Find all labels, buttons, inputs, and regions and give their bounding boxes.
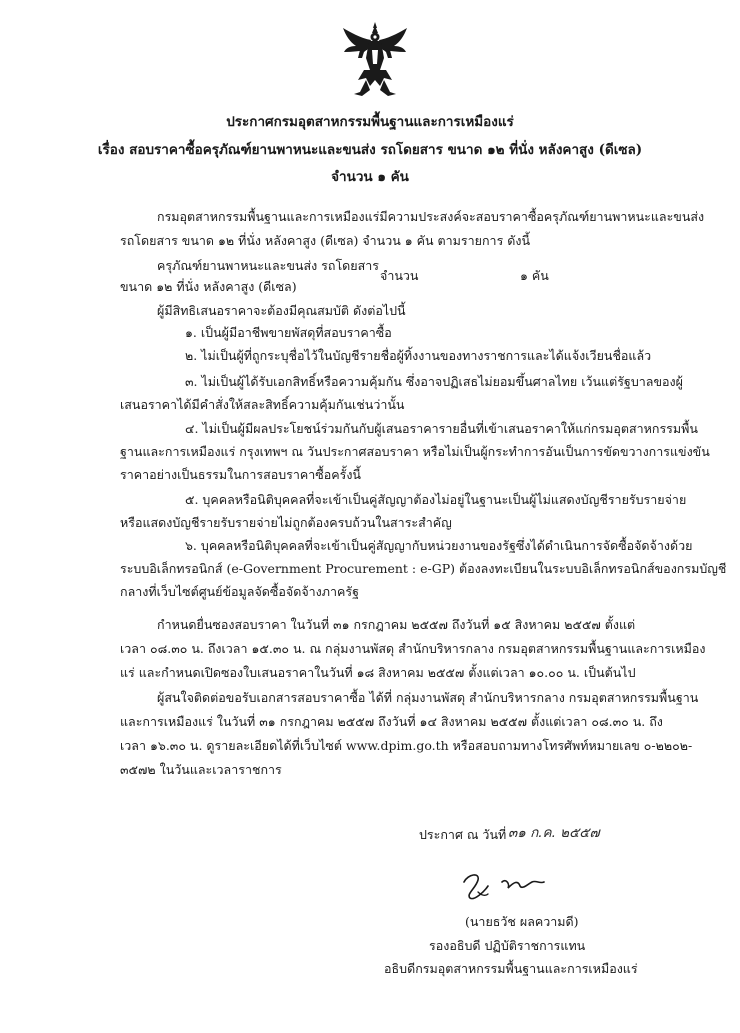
signature-icon bbox=[458, 868, 548, 902]
announced-date-label: ประกาศ ณ วันที่ bbox=[419, 827, 507, 842]
submission-line-3: แร่ และกำหนดเปิดซองใบเสนอราคาในวันที่ ๑๘ สิงหาคม ๒๕๕๗ ตั้งแต่เวลา ๑๐.๐๐ น. เป็นต้นไป bbox=[120, 665, 636, 680]
qualification-3-line-1: ๓. ไม่เป็นผู้ได้รับเอกสิทธิ์หรือความคุ้มกัน ซึ่งอาจปฏิเสธไม่ยอมขึ้นศาลไทย เว้นแต่รัฐบาลของผู้ bbox=[185, 374, 683, 389]
documents-line-1: ผู้สนใจติดต่อขอรับเอกสารสอบราคาซื้อ ได้ที่ กลุ่มงานพัสดุ สำนักบริหารกลาง กรมอุตสาหกรรมพื้นฐาน bbox=[157, 690, 699, 705]
intro-line-2: รถโดยสาร ขนาด ๑๒ ที่นั่ง หลังคาสูง (ดีเซล) จำนวน ๑ คัน ตามรายการ ดังนี้ bbox=[120, 233, 531, 248]
submission-line-1: กำหนดยื่นซองสอบราคา ในวันที่ ๓๑ กรกฎาคม ๒๕๕๗ ถึงวันที่ ๑๕ สิงหาคม ๒๕๕๗ ตั้งแต่ bbox=[157, 617, 636, 632]
documents-line-2: และการเหมืองแร่ ในวันที่ ๓๑ กรกฎาคม ๒๕๕๗ ถึงวันที่ ๑๔ สิงหาคม ๒๕๕๗ ตั้งแต่เวลา ๐๘.๓๐ น. ถึง bbox=[120, 714, 663, 729]
qualification-5-line-1: ๕. บุคคลหรือนิติบุคคลที่จะเข้าเป็นคู่สัญญาต้องไม่อยู่ในฐานะเป็นผู้ไม่แสดงบัญชีรายรับรายจ่าย bbox=[185, 492, 687, 507]
qualification-6-line-3: กลางที่เว็บไซต์ศูนย์ข้อมูลจัดซื้อจัดจ้างภาครัฐ bbox=[120, 584, 360, 599]
announcement-title: ประกาศกรมอุตสาหกรรมพื้นฐานและการเหมืองแร่ bbox=[226, 114, 514, 130]
signer-role-line-1: รองอธิบดี ปฏิบัติราชการแทน bbox=[429, 938, 586, 953]
garuda-emblem-icon bbox=[340, 20, 410, 98]
qualification-1: ๑. เป็นผู้มีอาชีพขายพัสดุที่สอบราคาซื้อ bbox=[185, 325, 392, 340]
qualification-3-line-2: เสนอราคาได้มีคำสั่งให้สละสิทธิ์ความคุ้มกันเช่นว่านั้น bbox=[120, 397, 405, 412]
submission-line-2: เวลา ๐๘.๓๐ น. ถึงเวลา ๑๕.๓๐ น. ณ กลุ่มงานพัสดุ สำนักบริหารกลาง กรมอุตสาหกรรมพื้นฐานและการเหมือง bbox=[120, 641, 706, 656]
qualification-intro: ผู้มีสิทธิเสนอราคาจะต้องมีคุณสมบัติ ดังต่อไปนี้ bbox=[157, 303, 406, 318]
qualification-5-line-2: หรือแสดงบัญชีรายรับรายจ่ายไม่ถูกต้องครบถ้วนในสาระสำคัญ bbox=[120, 515, 452, 530]
signer-role-line-2: อธิบดีกรมอุตสาหกรรมพื้นฐานและการเหมืองแร่ bbox=[384, 961, 638, 976]
item-name-line-1: ครุภัณฑ์ยานพาหนะและขนส่ง รถโดยสาร bbox=[157, 258, 379, 273]
qualification-4-line-1: ๔. ไม่เป็นผู้มีผลประโยชน์ร่วมกันกับผู้เสนอราคารายอื่นที่เข้าเสนอราคาให้แก่กรมอุตสาหกรรมพื้น bbox=[185, 421, 698, 436]
documents-line-4: ๓๕๗๒ ในวันและเวลาราชการ bbox=[120, 762, 282, 777]
qualification-6-line-2: ระบบอิเล็กทรอนิกส์ (e-Government Procurement : e-GP) ต้องลงทะเบียนในระบบอิเล็กทรอนิกส์ของกรมบัญชี bbox=[120, 561, 727, 576]
qualification-6-line-1: ๖. บุคคลหรือนิติบุคคลที่จะเข้าเป็นคู่สัญญากับหน่วยงานของรัฐซึ่งได้ดำเนินการจัดซื้อจัดจ้างด้วย bbox=[185, 538, 693, 553]
item-name-line-2: ขนาด ๑๒ ที่นั่ง หลังคาสูง (ดีเซล) bbox=[120, 279, 297, 294]
signer-name: (นายธวัช ผลความดี) bbox=[465, 914, 579, 929]
qualification-4-line-3: ราคาอย่างเป็นธรรมในการสอบราคาซื้อครั้งนี้ bbox=[120, 467, 361, 482]
documents-line-3: เวลา ๑๖.๓๐ น. ดูรายละเอียดได้ที่เว็บไซต์ www.dpim.go.th หรือสอบถามทางโทรศัพท์หมายเลข ๐-๒๒๐๒- bbox=[120, 738, 693, 753]
intro-line-1: กรมอุตสาหกรรมพื้นฐานและการเหมืองแร่มีความประสงค์จะสอบราคาซื้อครุภัณฑ์ยานพาหนะและขนส่ง bbox=[157, 209, 705, 224]
item-qty-label: จำนวน bbox=[380, 268, 419, 283]
subject-title: เรื่อง สอบราคาซื้อครุภัณฑ์ยานพาหนะและขนส่ง รถโดยสาร ขนาด ๑๒ ที่นั่ง หลังคาสูง (ดีเซล) bbox=[97, 142, 643, 158]
qualification-2: ๒. ไม่เป็นผู้ที่ถูกระบุชื่อไว้ในบัญชีรายชื่อผู้ทิ้งงานของทางราชการและได้แจ้งเวียนชื่อแล้ว bbox=[185, 348, 652, 363]
item-qty-value: ๑ คัน bbox=[520, 268, 549, 283]
announced-date-handwritten: ๓๑ ก.ค. ๒๕๕๗ bbox=[508, 825, 600, 841]
quantity-title: จำนวน ๑ คัน bbox=[331, 169, 409, 185]
qualification-4-line-2: ฐานและการเหมืองแร่ กรุงเทพฯ ณ วันประกาศสอบราคา หรือไม่เป็นผู้กระทำการอันเป็นการขัดขวางการแข่งขัน bbox=[120, 444, 710, 459]
